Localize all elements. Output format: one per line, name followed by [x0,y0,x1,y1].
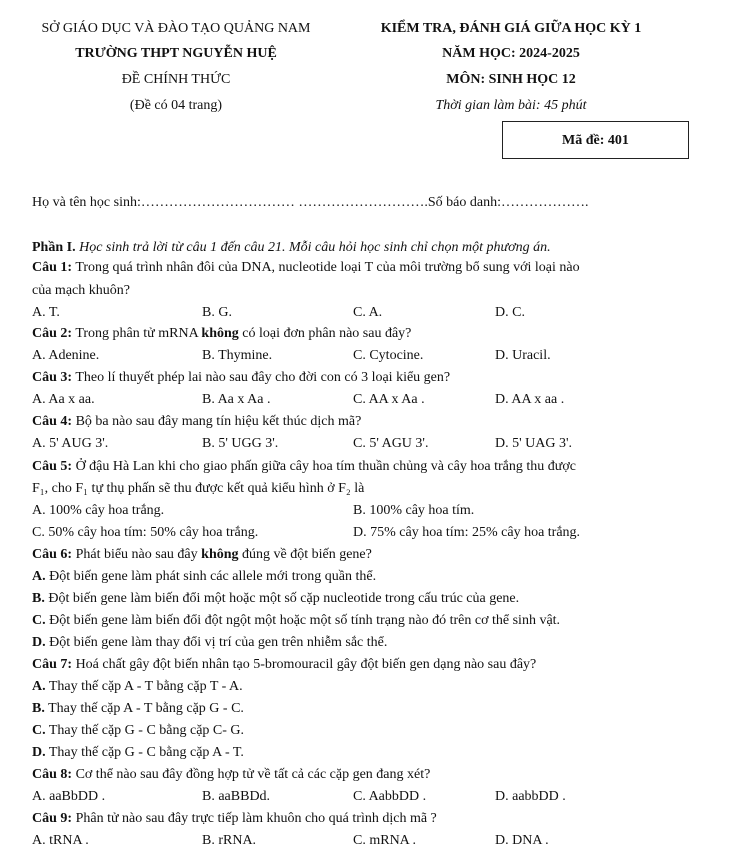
q6-option-b[interactable] [32,591,519,607]
part1-label: Phần I. [32,240,76,255]
q7-option-c[interactable] [32,723,244,739]
question-text: Trong phân tử mRNA [75,326,202,341]
option-text: Thay thế cặp A - T bằng cặp T - A. [45,679,243,694]
q9-option-c[interactable]: C. mRNA . [353,833,417,848]
question-6 [32,547,372,563]
question-text: Phát biểu nào sau đây [75,547,202,562]
q5-option-a[interactable]: A. 100% cây hoa trắng. [32,503,165,518]
subject: MÔN: SINH HỌC 12 [446,72,576,87]
q3-option-c[interactable]: C. AA x Aa . [353,392,425,407]
question-5 [32,459,576,475]
question-5-cont: F₁, cho F₁ tự thụ phấn sẽ thu được kết quả kiểu hình ở F₂ là [32,481,365,496]
question-9 [32,811,437,827]
q8-option-b[interactable]: B. aaBBDd. [202,789,271,804]
student-info-line: Họ và tên học sinh:…………………………… ……………………….Số báo danh:………………. [32,195,589,210]
question-number: Câu 5: [32,459,73,474]
q6-option-a[interactable] [32,569,376,585]
q4-option-d[interactable]: D. 5' UAG 3'. [495,436,572,451]
q8-option-c[interactable]: C. AabbDD . [353,789,427,804]
option-letter: D. [32,745,46,760]
option-text: Đột biến gene làm biến đổi một hoặc một số cặp nucleotide trong cấu trúc của gene. [44,591,520,606]
question-number: Câu 7: [32,657,73,672]
q4-option-a[interactable]: A. 5' AUG 3'. [32,436,109,451]
question-2 [32,326,411,342]
question-text: có loại đơn phân nào sau đây? [238,326,412,341]
q1-option-c[interactable]: C. A. [353,305,383,320]
option-letter: A. [32,569,46,584]
option-text: Thay thế cặp A - T bằng cặp G - C. [44,701,244,716]
q2-option-c[interactable]: C. Cytocine. [353,348,424,363]
option-text: Đột biến gene làm thay đổi vị trí của gen trên nhiễm sắc thể. [45,635,388,650]
school-name: TRƯỜNG THPT NGUYỄN HUỆ [75,46,277,61]
part1-instruction: Học sinh trả lời từ câu 1 đến câu 21. Mỗi câu hỏi học sinh chỉ chọn một phương án. [79,240,551,255]
q2-option-b[interactable]: B. Thymine. [202,348,273,363]
q6-option-c[interactable] [32,613,560,629]
q4-option-c[interactable]: C. 5' AGU 3'. [353,436,429,451]
q3-option-d[interactable]: D. AA x aa . [495,392,565,407]
question-text: Trong quá trình nhân đôi của DNA, nucleotide loại T của môi trường bổ sung với loại nào [75,260,580,275]
question-emphasis: không [201,326,239,341]
q2-option-d[interactable]: D. Uracil. [495,348,551,363]
option-letter: C. [32,613,46,628]
part1-heading [32,240,551,256]
option-text: Đột biến gene làm biến đổi đột ngột một hoặc một số tính trạng nào đó trên cơ thể sinh vật. [45,613,561,628]
option-text: Thay thế cặp G - C bằng cặp A - T. [45,745,244,760]
q8-option-d[interactable]: D. aabbDD . [495,789,566,804]
q5-option-c[interactable]: C. 50% cây hoa tím: 50% cây hoa trắng. [32,525,259,540]
q3-option-b[interactable]: B. Aa x Aa . [202,392,271,407]
q8-option-a[interactable]: A. aaBbDD . [32,789,106,804]
question-number: Câu 8: [32,767,73,782]
question-number: Câu 6: [32,547,73,562]
exam-code: Mã đề: 401 [562,133,629,148]
option-letter: C. [32,723,46,738]
question-text: Phân tử nào sau đây trực tiếp làm khuôn cho quá trình dịch mã ? [75,811,437,826]
department-name: SỞ GIÁO DỤC VÀ ĐÀO TẠO QUẢNG NAM [41,21,311,36]
exam-title: KIỂM TRA, ĐÁNH GIÁ GIỮA HỌC KỲ 1 [380,21,642,36]
question-text: Hoá chất gây đột biến nhân tạo 5-bromouracil gây đột biến gen dạng nào sau đây? [75,657,537,672]
question-emphasis: không [201,547,239,562]
q7-option-b[interactable] [32,701,244,717]
option-letter: B. [32,591,45,606]
exam-code-box [502,121,689,159]
q7-option-d[interactable] [32,745,244,761]
question-number: Câu 4: [32,414,73,429]
q9-option-b[interactable]: B. rRNA. [202,833,257,848]
option-letter: A. [32,679,46,694]
school-year: NĂM HỌC: 2024-2025 [442,46,580,61]
question-4 [32,414,361,430]
q1-option-d[interactable]: D. C. [495,305,525,320]
q1-option-b[interactable]: B. G. [202,305,232,320]
q9-option-d[interactable]: D. DNA . [495,833,549,848]
question-1-cont: của mạch khuôn? [32,283,130,298]
question-text: Theo lí thuyết phép lai nào sau đây cho đời con có 3 loại kiểu gen? [75,370,451,385]
question-text: đúng về đột biến gene? [238,547,372,562]
question-text: Bộ ba nào sau đây mang tín hiệu kết thúc dịch mã? [75,414,362,429]
option-letter: B. [32,701,45,716]
q5-option-d[interactable]: D. 75% cây hoa tím: 25% cây hoa trắng. [353,525,581,540]
question-7 [32,657,536,673]
q2-option-a[interactable]: A. Adenine. [32,348,100,363]
question-number: Câu 1: [32,260,73,275]
question-3 [32,370,450,386]
q3-option-a[interactable]: A. Aa x aa. [32,392,95,407]
time-allowed: Thời gian làm bài: 45 phút [435,98,587,113]
question-number: Câu 3: [32,370,73,385]
q9-option-a[interactable]: A. tRNA . [32,833,89,848]
option-text: Đột biến gene làm phát sinh các allele mới trong quần thể. [45,569,377,584]
q5-option-b[interactable]: B. 100% cây hoa tím. [353,503,475,518]
question-number: Câu 2: [32,326,73,341]
q7-option-a[interactable] [32,679,243,695]
pages-note: (Đề có 04 trang) [129,98,223,113]
option-letter: D. [32,635,46,650]
question-number: Câu 9: [32,811,73,826]
question-text: Ở đậu Hà Lan khi cho giao phấn giữa cây hoa tím thuần chủng và cây hoa trắng thu được [75,459,576,474]
q6-option-d[interactable] [32,635,387,651]
option-text: Thay thế cặp G - C bằng cặp C- G. [45,723,245,738]
q4-option-b[interactable]: B. 5' UGG 3'. [202,436,279,451]
question-text: Cơ thể nào sau đây đồng hợp tử về tất cả các cặp gen đang xét? [75,767,431,782]
question-1 [32,260,580,276]
q1-option-a[interactable]: A. T. [32,305,60,320]
question-8 [32,767,430,783]
official-label: ĐỀ CHÍNH THỨC [121,72,231,87]
